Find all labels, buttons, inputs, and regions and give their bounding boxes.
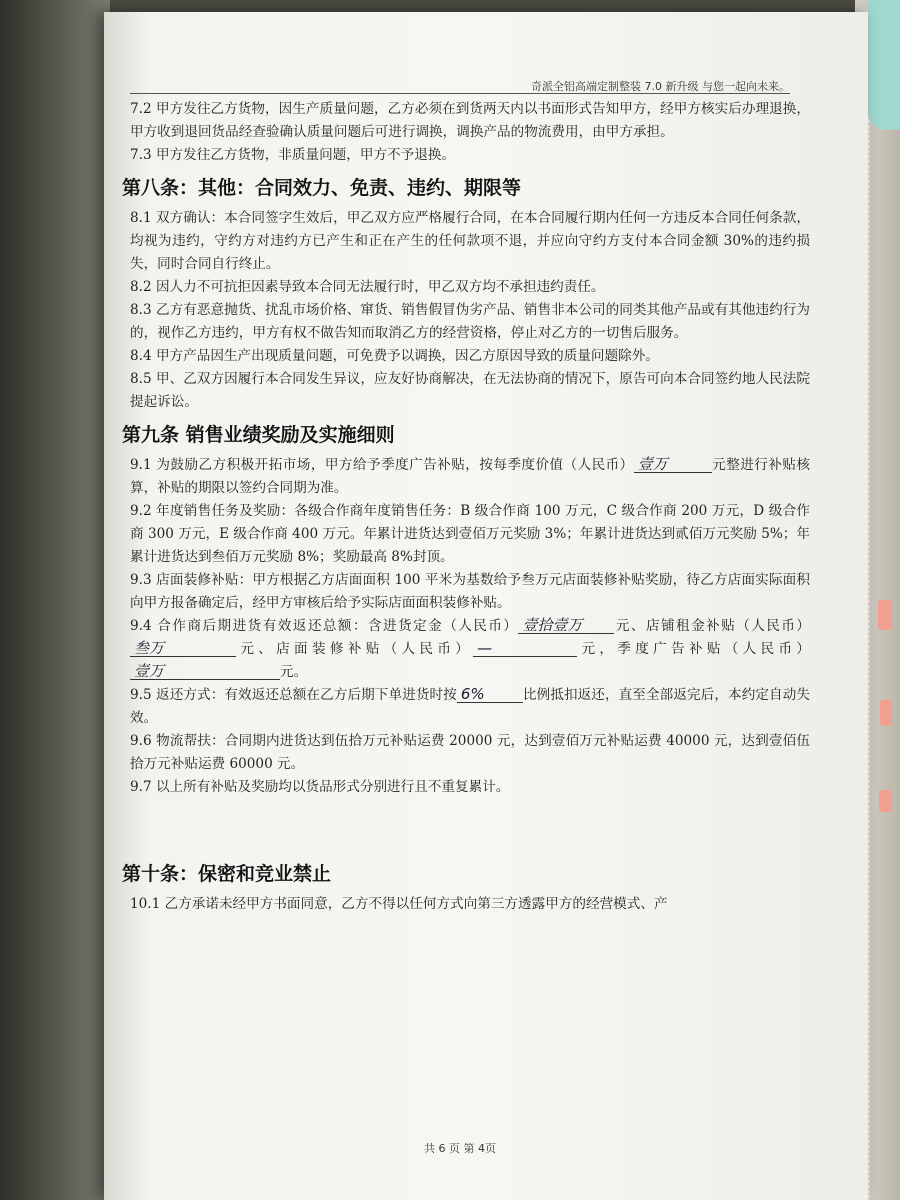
table-surface-left (0, 0, 110, 1200)
clause-8-4: 8.4 甲方产品因生产出现质量问题，可免费予以调换，因乙方原因导致的质量问题除外。 (130, 348, 659, 364)
clause-9-7: 9.7 以上所有补贴及奖励均以货品形式分别进行且不重复累计。 (130, 779, 510, 795)
fill-line-ad-subsidy (130, 663, 280, 680)
clause-9-5 (130, 684, 810, 730)
fill-line-rent-subsidy (130, 640, 236, 657)
section-heading-8: 第八条：其他：合同效力、免责、违约、期限等 (122, 177, 522, 199)
handwritten-decoration-subsidy: — (477, 639, 493, 657)
handwritten-deposit: 壹拾壹万 (522, 616, 583, 634)
clause-7-2: 7.2 甲方发往乙方货物，因生产质量问题，乙方必须在到货两天内以书面形式告知甲方，经甲方核实后办理退换，甲方收到退回货品经查验确认质量问题后可进行调换，调换产品的物流费用，由甲方承担。 (130, 101, 810, 140)
handwritten-rebate-ratio: 6% (460, 685, 485, 703)
clause-8-1: 8.1 双方确认：本合同签字生效后，甲乙双方应严格履行合同，在本合同履行期内任何一方违反本合同任何条款，均视为违约，守约方对违约方已产生和正在产生的任何款项不退，并应向守约方支付本合同金额 30%的违约损失，同时合同自行终止。 (130, 210, 810, 272)
clause-9-1 (130, 454, 810, 500)
running-header: 奇派全铝高端定制整装 7.0 新升级 与您一起向未来。 (531, 80, 790, 93)
clause-10-1: 10.1 乙方承诺未经甲方书面同意，乙方不得以任何方式向第三方透露甲方的经营模式、产 (130, 896, 668, 912)
clause-9-4-text-a: 9.4 合作商后期进货有效返还总额：含进货定金（人民币） (130, 618, 519, 634)
fill-line-quarterly-ad (634, 456, 712, 473)
document-body (122, 98, 811, 916)
handwritten-quarterly-ad: 壹万 (637, 455, 668, 473)
clause-8-5: 8.5 甲、乙双方因履行本合同发生异议，应友好协商解决，在无法协商的情况下，原告可向本合同签约地人民法院提起诉讼。 (130, 371, 810, 410)
clause-9-4-text-e: 元。 (280, 664, 308, 680)
teal-object (868, 0, 900, 130)
clause-8-2: 8.2 因人力不可抗拒因素导致本合同无法履行时，甲乙双方均不承担违约责任。 (130, 279, 605, 295)
clause-9-4 (130, 615, 810, 684)
fill-line-rebate-ratio (457, 686, 523, 703)
clause-9-2: 9.2 年度销售任务及奖励：各级合作商年度销售任务：B 级合作商 100 万元，C 级合作商 200 万元，D 级合作商 300 万元，E 级合作商 400 万元。年累计进货达到壹佰万元奖励 3%；年累计进货达到贰佰万元奖励 5%；年累计进货达到叁佰万元奖励 8%；奖励最高 8%封顶。 (130, 503, 810, 565)
clause-9-5-text-b: 比例抵扣返还，直至全部返完后，本约定自动失效。 (130, 687, 810, 726)
section-heading-9: 第九条 销售业绩奖励及实施细则 (122, 424, 395, 446)
handwritten-ad-subsidy: 壹万 (134, 662, 165, 680)
page-number: 共 6 页 第 4页 (424, 1142, 496, 1155)
pink-mark (880, 700, 892, 726)
clause-8-3: 8.3 乙方有恶意抛货、扰乱市场价格、窜货、销售假冒伪劣产品、销售非本公司的同类其他产品或有其他违约行为的，视作乙方违约，甲方有权不做告知而取消乙方的经营资格，停止对乙方的一切售后服务。 (130, 302, 810, 341)
clause-9-3: 9.3 店面装修补贴：甲方根据乙方店面面积 100 平米为基数给予叁万元店面装修补贴奖励，待乙方店面实际面积向甲方报备确定后，经甲方审核后给予实际店面面积装修补贴。 (130, 572, 810, 611)
pink-mark (878, 600, 892, 630)
clause-9-4-text-b: 元、店铺租金补贴（人民币） (614, 618, 810, 634)
pink-mark (879, 790, 892, 812)
clause-9-1-text-b: 元整进行补贴核算，补贴的期限以签约合同期为准。 (130, 457, 811, 496)
clause-9-5-text-a: 9.5 返还方式：有效返还总额在乙方后期下单进货时按 (130, 687, 457, 703)
fill-line-decoration-subsidy (473, 640, 577, 657)
handwritten-rent-subsidy: 叁万 (134, 639, 165, 657)
clause-7-3: 7.3 甲方发往乙方货物，非质量问题，甲方不予退换。 (130, 147, 456, 163)
section-heading-10: 第十条：保密和竞业禁止 (122, 863, 332, 885)
header-rule (130, 93, 790, 94)
clause-9-1-text-a: 9.1 为鼓励乙方积极开拓市场，甲方给予季度广告补贴，按每季度价值（人民币） (130, 457, 634, 473)
fill-line-deposit (518, 617, 614, 634)
clause-9-4-text-c: 元、店面装修补贴（人民币） (236, 641, 474, 657)
clause-9-6: 9.6 物流帮扶：合同期内进货达到伍拾万元补贴运费 20000 元，达到壹佰万元补贴运费 40000 元，达到壹佰伍拾万元补贴运费 60000 元。 (130, 733, 810, 772)
clause-9-4-text-d: 元，季度广告补贴（人民币） (577, 641, 811, 657)
